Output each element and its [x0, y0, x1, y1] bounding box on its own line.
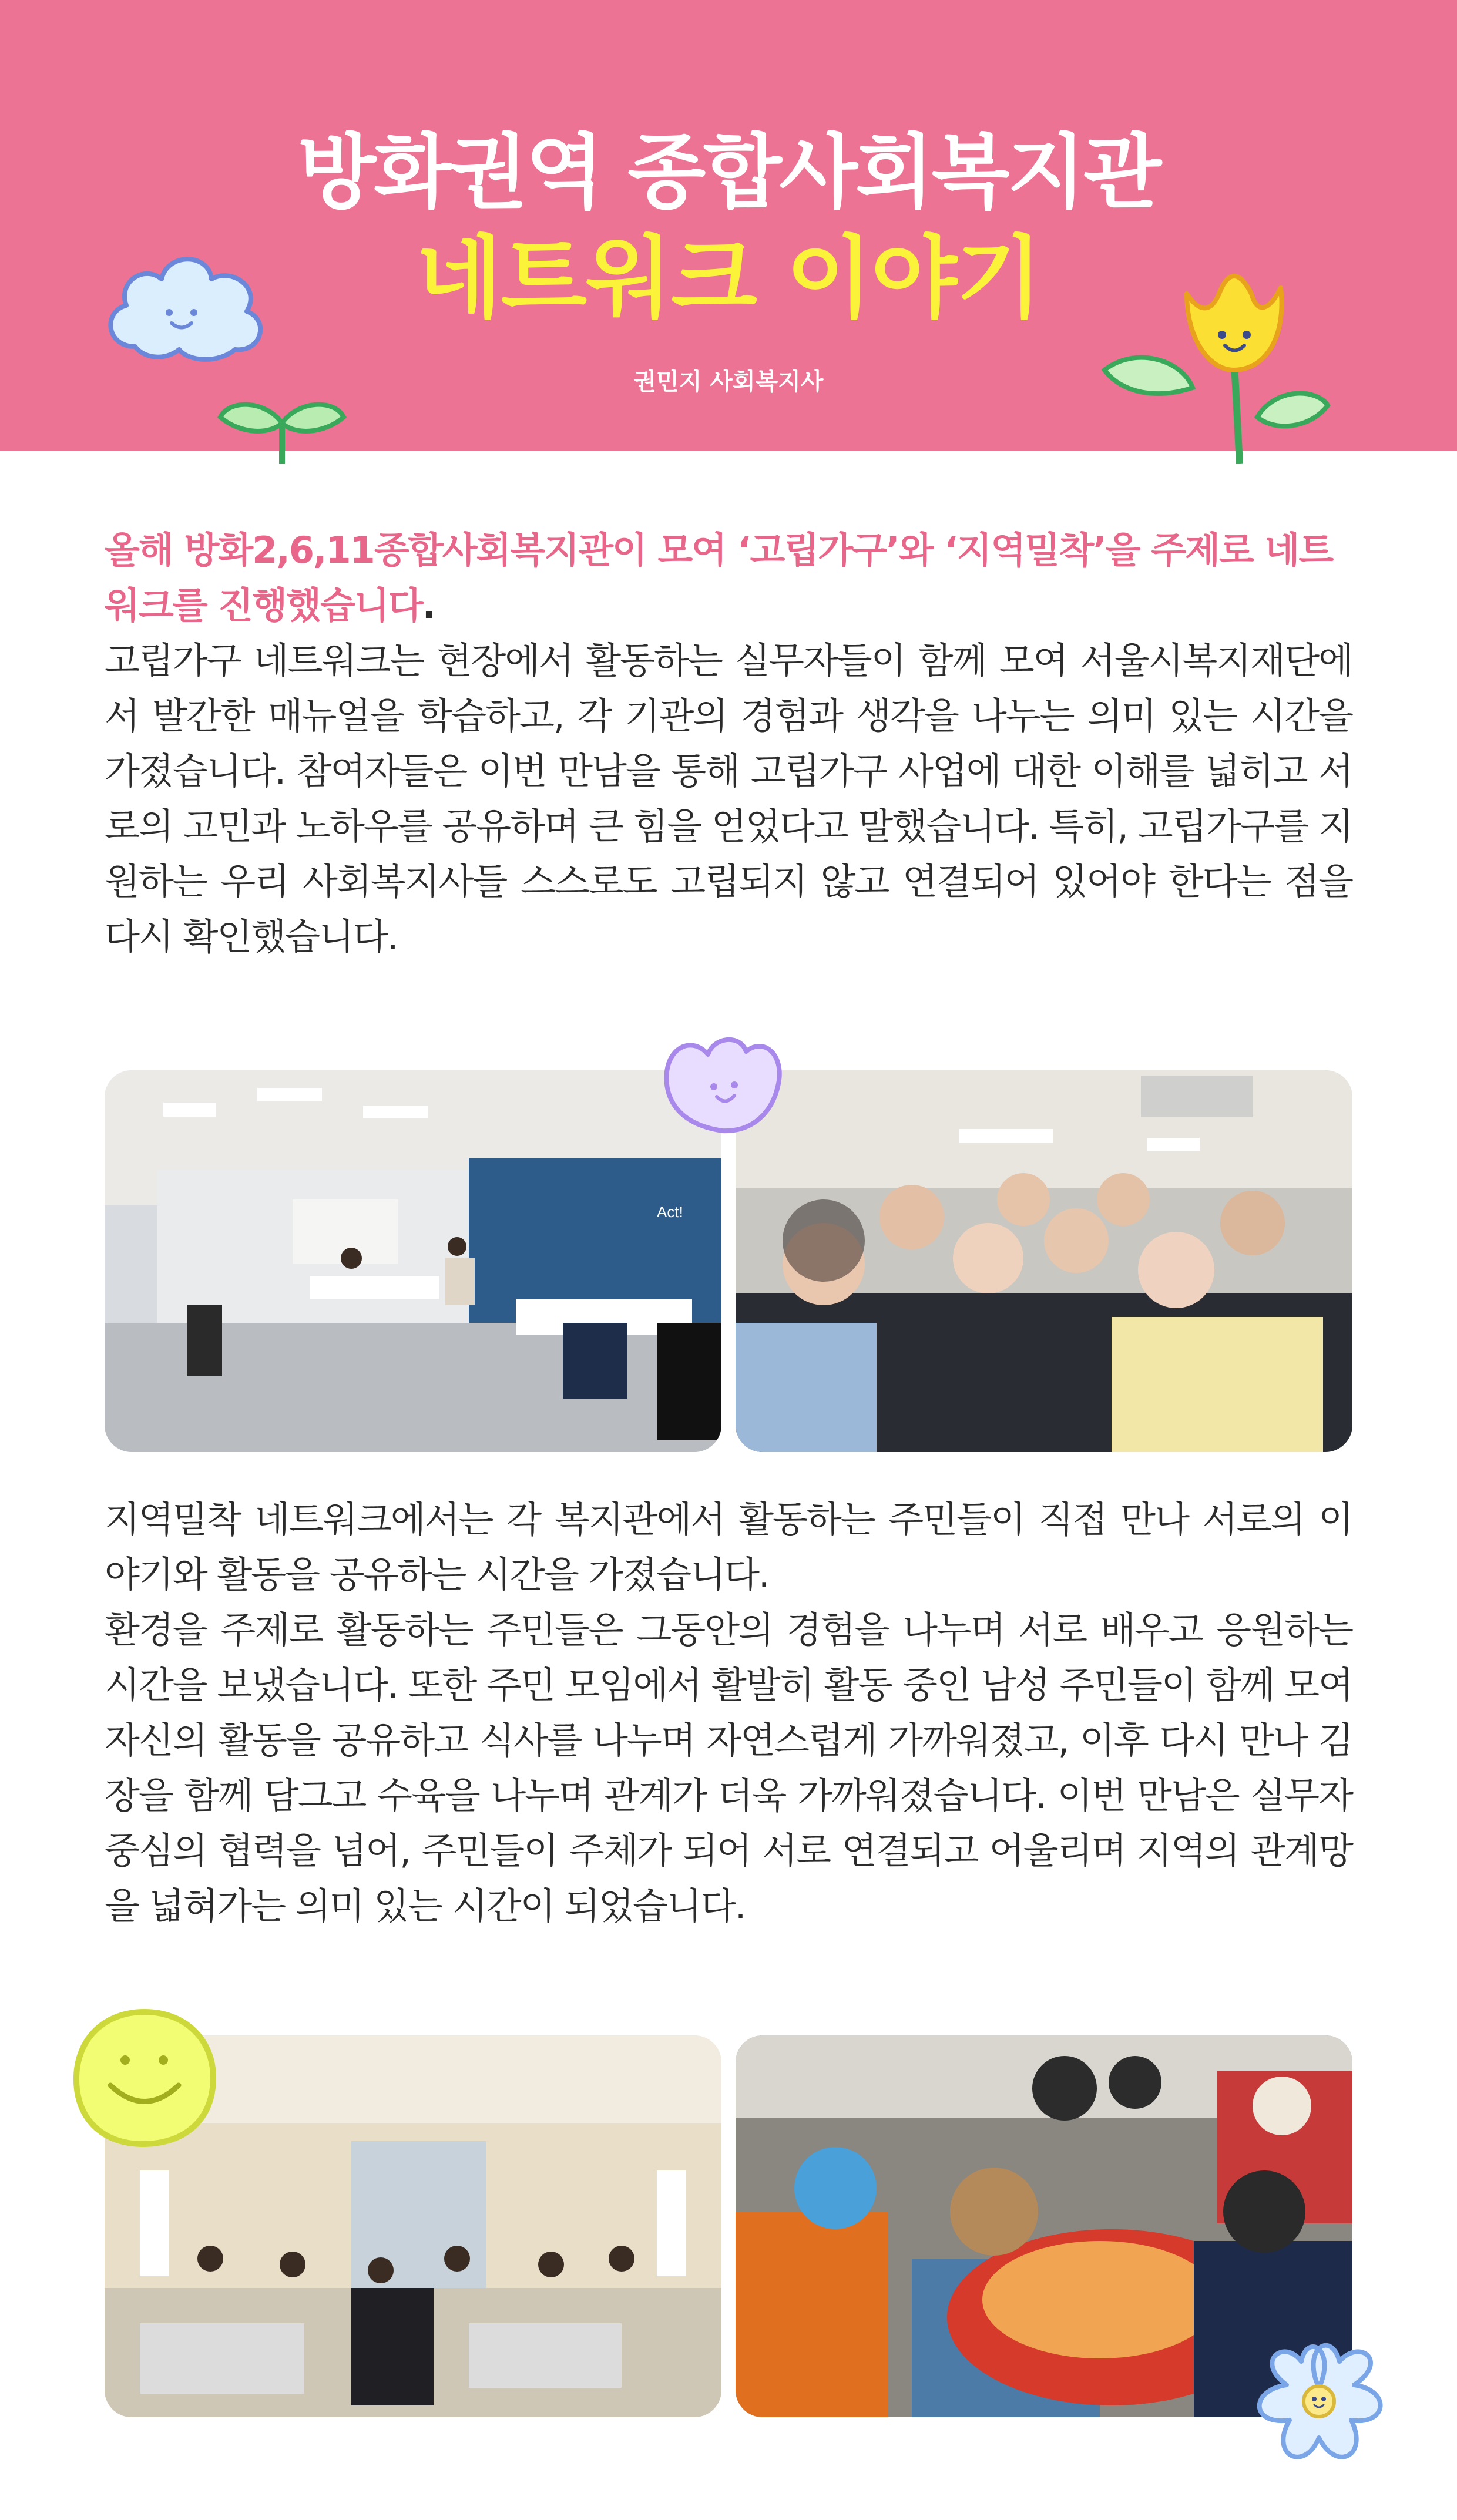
photo-meeting-room	[105, 1070, 721, 1452]
tulip-smile-icon	[1093, 270, 1351, 464]
cloud-smile-icon	[100, 247, 270, 364]
header-banner	[0, 0, 1457, 451]
body-paragraph-3: 환경을 주제로 활동하는 주민들은 그동안의 경험을 나누며 서로 배우고 응원하는 시간을 보냈습니다. 또한 주민 모임에서 활발히 활동 중인 남성 주민들이 함께 모여 자신의 활동을 공유하고 식사를 나누며 자연스럽게 가까워졌고, 이후 다시 만나 김장을 함께 담그고 수육을 나누며 관계가 더욱 가까워졌습니다. 이번 만남은 실무자 중심의 협력을 넘어, 주민들이 주체가 되어 서로 연결되고 어울리며 지역의 관계망을 넓혀가는 의미 있는 시간이 되었습니다.	[105, 1608, 1352, 1927]
section-community-network	[105, 1492, 1352, 1934]
smiley-face-icon	[69, 2006, 219, 2150]
photo-group-selfie	[736, 1070, 1352, 1452]
heart-smile-icon	[658, 1031, 787, 1137]
sprout-icon	[217, 388, 347, 464]
body-paragraph-2: 지역밀착 네트워크에서는 각 복지관에서 활동하는 주민들이 직접 만나 서로의 이야기와 활동을 공유하는 시간을 가졌습니다.	[105, 1498, 1352, 1596]
lead-text: 올해 방화2,6,11종합사회복지관이 모여 ‘고립가구’와 ‘지역밀착’을 주제로 네트워크를 진행했습니다	[105, 529, 1333, 627]
lead-period: .	[422, 584, 435, 627]
lead-paragraph	[105, 523, 1352, 633]
page-title: 방화권역 종합사회복지관	[297, 125, 1160, 220]
section-isolated-households	[105, 523, 1352, 965]
author-name: 권민지 사회복지사	[633, 368, 824, 395]
body-paragraph-1: 고립가구 네트워크는 현장에서 활동하는 실무자들이 함께 모여 서울시복지재단에서 발간한 매뉴얼을 학습하고, 각 기관의 경험과 생각을 나누는 의미 있는 시간을 가졌습니다. 참여자들은 이번 만남을 통해 고립가구 사업에 대한 이해를 넓히고 서로의 고민과 노하우를 공유하며 큰 힘을 얻었다고 말했습니다. 특히, 고립가구를 지원하는 우리 사회복지사들 스스로도 고립되지 않고 연결되어 있어야 한다는 점을 다시 확인했습니다.	[105, 639, 1352, 958]
wall-sign-text: Act!	[657, 1203, 683, 1221]
page-subtitle: 네트워크 이야기	[415, 226, 1042, 330]
flower-smile-icon	[1243, 2326, 1395, 2479]
